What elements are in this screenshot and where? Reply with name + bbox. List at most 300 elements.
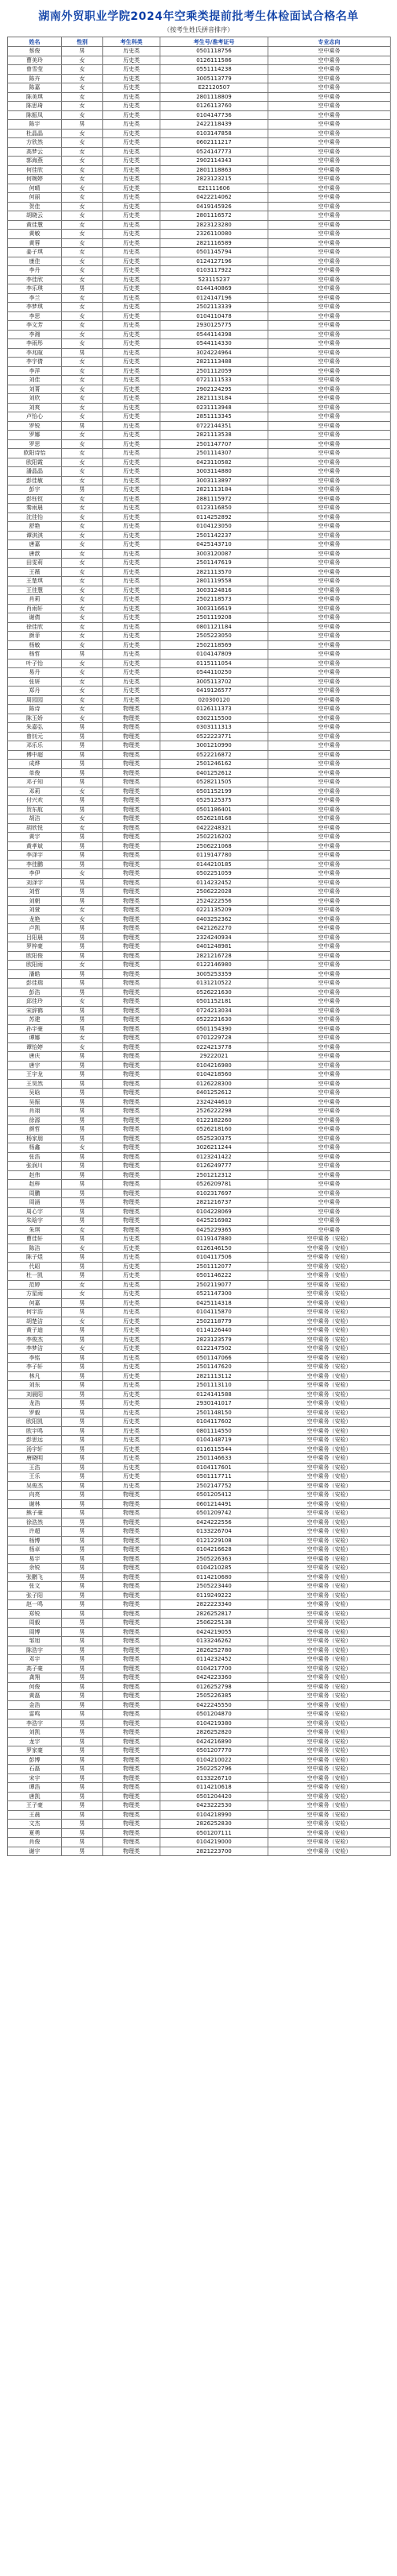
table-row <box>8 102 391 111</box>
cell-gender: 男 <box>62 796 103 806</box>
cell-exam-number: 2501147619 <box>160 559 268 568</box>
table-row <box>8 915 391 924</box>
cell-exam-number: 0123241422 <box>160 1152 268 1162</box>
cell-subject: 物理类 <box>103 1180 160 1189</box>
cell-gender: 女 <box>62 531 103 540</box>
cell-exam-number: 2826252780 <box>160 1646 268 1655</box>
table-row <box>8 1591 391 1600</box>
cell-major: 空中乘务（安检） <box>268 1426 391 1436</box>
cell-major: 空中乘务（安检） <box>268 1728 391 1738</box>
table-row <box>8 760 391 769</box>
cell-subject: 历史类 <box>103 47 160 56</box>
cell-exam-number: 0526221630 <box>160 988 268 997</box>
cell-gender: 女 <box>62 1344 103 1354</box>
cell-subject: 历史类 <box>103 110 160 120</box>
cell-major: 空中乘务（安检） <box>268 1545 391 1555</box>
cell-subject: 物理类 <box>103 851 160 861</box>
cell-name: 何婉婷 <box>8 175 62 184</box>
cell-major: 空中乘务（安检） <box>268 1692 391 1701</box>
cell-gender: 女 <box>62 504 103 513</box>
cell-exam-number: 0501118756 <box>160 47 268 56</box>
cell-name: 李梦洁 <box>8 1344 62 1354</box>
cell-gender: 男 <box>62 851 103 861</box>
cell-subject: 历史类 <box>103 238 160 248</box>
cell-exam-number: 2501148150 <box>160 1408 268 1418</box>
cell-major: 空中乘务 <box>268 275 391 284</box>
cell-name: 唐晓明 <box>8 1454 62 1464</box>
cell-major: 空中乘务（安检） <box>268 1472 391 1482</box>
table-row <box>8 257 391 266</box>
cell-subject: 物理类 <box>103 723 160 733</box>
cell-exam-number: 2821113112 <box>160 1371 268 1381</box>
table-row <box>8 622 391 632</box>
table-row <box>8 1755 391 1765</box>
cell-major: 空中乘务（安检） <box>268 1344 391 1354</box>
cell-subject: 历史类 <box>103 567 160 577</box>
cell-subject: 物理类 <box>103 896 160 906</box>
table-row <box>8 47 391 56</box>
table-row <box>8 924 391 934</box>
table-row <box>8 1280 391 1290</box>
cell-subject: 物理类 <box>103 1682 160 1692</box>
cell-major: 空中乘务（安检） <box>268 1436 391 1445</box>
cell-major: 空中乘务（安检） <box>268 1262 391 1271</box>
table-body <box>8 47 391 1856</box>
cell-gender: 男 <box>62 1015 103 1025</box>
cell-exam-number: 0114210680 <box>160 1572 268 1582</box>
cell-subject: 历史类 <box>103 595 160 605</box>
cell-subject: 历史类 <box>103 458 160 467</box>
cell-exam-number: 2501112059 <box>160 366 268 376</box>
cell-name: 陈诗 <box>8 705 62 714</box>
cell-gender: 女 <box>62 1225 103 1235</box>
cell-major: 空中乘务 <box>268 1225 391 1235</box>
table-row <box>8 1765 391 1774</box>
cell-gender: 女 <box>62 997 103 1007</box>
cell-subject: 历史类 <box>103 1390 160 1399</box>
cell-major: 空中乘务 <box>268 403 391 412</box>
cell-subject: 物理类 <box>103 1810 160 1820</box>
cell-major: 空中乘务 <box>268 157 391 166</box>
cell-major: 空中乘务 <box>268 961 391 970</box>
cell-subject: 历史类 <box>103 1371 160 1381</box>
cell-subject: 物理类 <box>103 979 160 988</box>
cell-name: 李子轩 <box>8 1363 62 1372</box>
cell-name: 刘哲 <box>8 888 62 897</box>
cell-major: 空中乘务（安检） <box>268 1244 391 1253</box>
cell-subject: 历史类 <box>103 695 160 705</box>
cell-gender: 女 <box>62 632 103 641</box>
cell-exam-number: 0104210022 <box>160 1755 268 1765</box>
cell-exam-number: 2505223050 <box>160 632 268 641</box>
cell-gender: 女 <box>62 92 103 102</box>
table-row <box>8 559 391 568</box>
cell-subject: 物理类 <box>103 1079 160 1089</box>
cell-subject: 历史类 <box>103 1481 160 1491</box>
cell-major: 空中乘务（安检） <box>268 1499 391 1509</box>
cell-major: 空中乘务 <box>268 695 391 705</box>
cell-exam-number: 0421262270 <box>160 924 268 934</box>
cell-gender: 男 <box>62 1838 103 1847</box>
cell-name: 郭海燕 <box>8 157 62 166</box>
cell-name: 赵梓 <box>8 1180 62 1189</box>
cell-major: 空中乘务（安检） <box>268 1564 391 1573</box>
cell-gender: 女 <box>62 74 103 83</box>
cell-gender: 女 <box>62 1290 103 1299</box>
cell-exam-number: 0133226704 <box>160 1527 268 1537</box>
cell-subject: 物理类 <box>103 1015 160 1025</box>
cell-name: 邓莉 <box>8 787 62 796</box>
cell-subject: 物理类 <box>103 760 160 769</box>
table-row <box>8 1828 391 1838</box>
table-row <box>8 157 391 166</box>
cell-name: 李乐琪 <box>8 284 62 294</box>
cell-subject: 历史类 <box>103 1418 160 1427</box>
cell-exam-number: 0104228069 <box>160 1207 268 1216</box>
cell-gender: 男 <box>62 1609 103 1619</box>
cell-major: 空中乘务 <box>268 732 391 741</box>
table-row <box>8 1408 391 1418</box>
table-row <box>8 403 391 412</box>
cell-name: 王楚琪 <box>8 577 62 586</box>
cell-major: 空中乘务 <box>268 110 391 120</box>
cell-name: 易丹 <box>8 668 62 678</box>
cell-exam-number: 0425114318 <box>160 1298 268 1308</box>
cell-subject: 历史类 <box>103 613 160 623</box>
cell-major: 空中乘务 <box>268 193 391 203</box>
cell-major: 空中乘务 <box>268 549 391 559</box>
cell-name: 黄蓉 <box>8 238 62 248</box>
table-row <box>8 805 391 814</box>
cell-exam-number: 0526218168 <box>160 814 268 824</box>
cell-major: 空中乘务 <box>268 933 391 942</box>
cell-subject: 历史类 <box>103 668 160 678</box>
cell-subject: 物理类 <box>103 933 160 942</box>
cell-exam-number: 0126146150 <box>160 1244 268 1253</box>
cell-subject: 历史类 <box>103 494 160 504</box>
cell-name: 陈卉 <box>8 74 62 83</box>
cell-name: 林凡 <box>8 1371 62 1381</box>
cell-major: 空中乘务（安检） <box>268 1390 391 1399</box>
table-row <box>8 431 391 440</box>
table-row <box>8 238 391 248</box>
cell-subject: 历史类 <box>103 1290 160 1299</box>
cell-gender: 男 <box>62 841 103 851</box>
table-row <box>8 632 391 641</box>
cell-major: 空中乘务 <box>268 293 391 303</box>
cell-major: 空中乘务 <box>268 1116 391 1125</box>
cell-gender: 女 <box>62 293 103 303</box>
cell-name: 张子阳 <box>8 1591 62 1600</box>
cell-gender: 男 <box>62 1134 103 1143</box>
cell-gender: 男 <box>62 120 103 130</box>
cell-name: 邓子知 <box>8 778 62 787</box>
cell-subject: 物理类 <box>103 805 160 814</box>
table-row <box>8 1472 391 1482</box>
table-row <box>8 275 391 284</box>
cell-gender: 男 <box>62 1371 103 1381</box>
cell-name: 方欣然 <box>8 138 62 148</box>
cell-major: 空中乘务 <box>268 1162 391 1171</box>
cell-major: 空中乘务（安检） <box>268 1673 391 1683</box>
cell-exam-number: 0502251059 <box>160 869 268 879</box>
table-row <box>8 833 391 842</box>
table-row <box>8 677 391 687</box>
cell-gender: 男 <box>62 1418 103 1427</box>
cell-subject: 物理类 <box>103 1024 160 1034</box>
cell-subject: 历史类 <box>103 1399 160 1409</box>
table-row <box>8 714 391 723</box>
cell-name: 付兴欢 <box>8 796 62 806</box>
table-row <box>8 1454 391 1464</box>
cell-name: 贺佳 <box>8 202 62 211</box>
cell-name: 彭博 <box>8 1755 62 1765</box>
cell-subject: 物理类 <box>103 1052 160 1062</box>
table-row <box>8 1572 391 1582</box>
cell-subject: 历史类 <box>103 622 160 632</box>
cell-gender: 女 <box>62 157 103 166</box>
cell-exam-number: 2902124295 <box>160 385 268 394</box>
cell-subject: 物理类 <box>103 1545 160 1555</box>
cell-major: 空中乘务 <box>268 1061 391 1070</box>
cell-subject: 历史类 <box>103 1472 160 1482</box>
cell-major: 空中乘务 <box>268 595 391 605</box>
cell-gender: 男 <box>62 1783 103 1793</box>
cell-gender: 女 <box>62 604 103 613</box>
cell-major: 空中乘务 <box>268 431 391 440</box>
cell-exam-number: 0144210185 <box>160 860 268 869</box>
cell-gender: 女 <box>62 705 103 714</box>
cell-gender: 女 <box>62 559 103 568</box>
cell-name: 陈振凤 <box>8 110 62 120</box>
cell-subject: 物理类 <box>103 888 160 897</box>
cell-exam-number: 0104218990 <box>160 1810 268 1820</box>
cell-exam-number: 0551114238 <box>160 65 268 75</box>
table-row <box>8 485 391 495</box>
cell-major: 空中乘务 <box>268 768 391 778</box>
cell-major: 空中乘务 <box>268 559 391 568</box>
cell-name: 宋宇 <box>8 1773 62 1783</box>
cell-exam-number: 2524222556 <box>160 896 268 906</box>
cell-exam-number: 2324240934 <box>160 933 268 942</box>
cell-subject: 历史类 <box>103 202 160 211</box>
cell-subject: 历史类 <box>103 1363 160 1372</box>
cell-gender: 男 <box>62 1828 103 1838</box>
cell-exam-number: 0522216872 <box>160 750 268 760</box>
cell-gender: 男 <box>62 1097 103 1107</box>
table-row <box>8 979 391 988</box>
cell-gender: 女 <box>62 110 103 120</box>
cell-gender: 男 <box>62 1052 103 1062</box>
cell-subject: 物理类 <box>103 1564 160 1573</box>
cell-name: 欧宇鸣 <box>8 1426 62 1436</box>
cell-major: 空中乘务 <box>268 102 391 111</box>
cell-major: 空中乘务 <box>268 376 391 385</box>
cell-major: 空中乘务 <box>268 796 391 806</box>
cell-major: 空中乘务 <box>268 924 391 934</box>
cell-exam-number: 2502118569 <box>160 640 268 650</box>
table-row <box>8 120 391 130</box>
cell-subject: 历史类 <box>103 1253 160 1263</box>
table-row <box>8 1363 391 1372</box>
cell-name: 陈玉娇 <box>8 714 62 723</box>
cell-exam-number: 0501204870 <box>160 1710 268 1719</box>
cell-gender: 男 <box>62 1810 103 1820</box>
cell-name: 杨卓 <box>8 1545 62 1555</box>
cell-gender: 男 <box>62 1554 103 1564</box>
cell-subject: 历史类 <box>103 1454 160 1464</box>
cell-exam-number: 0403252362 <box>160 915 268 924</box>
cell-exam-number: 0144140869 <box>160 284 268 294</box>
cell-subject: 物理类 <box>103 796 160 806</box>
cell-major: 空中乘务 <box>268 248 391 257</box>
cell-name: 文杰 <box>8 1820 62 1829</box>
cell-subject: 物理类 <box>103 1627 160 1637</box>
cell-exam-number: 0528211505 <box>160 778 268 787</box>
cell-subject: 物理类 <box>103 1719 160 1728</box>
cell-subject: 物理类 <box>103 1107 160 1116</box>
cell-gender: 男 <box>62 1463 103 1472</box>
cell-subject: 物理类 <box>103 1572 160 1582</box>
cell-gender: 女 <box>62 394 103 404</box>
cell-exam-number: 0302115500 <box>160 714 268 723</box>
table-row <box>8 321 391 331</box>
cell-major: 空中乘务 <box>268 147 391 157</box>
table-row <box>8 376 391 385</box>
cell-subject: 物理类 <box>103 1089 160 1098</box>
cell-major: 空中乘务 <box>268 677 391 687</box>
cell-major: 空中乘务（安检） <box>268 1445 391 1454</box>
cell-exam-number: 3003120087 <box>160 549 268 559</box>
cell-gender: 男 <box>62 1765 103 1774</box>
cell-gender: 女 <box>62 175 103 184</box>
cell-subject: 物理类 <box>103 1646 160 1655</box>
cell-major: 空中乘务（安检） <box>268 1655 391 1665</box>
table-row <box>8 1116 391 1125</box>
cell-exam-number: 2826252817 <box>160 1609 268 1619</box>
cell-name: 张妍 <box>8 677 62 687</box>
cell-name: 王昊然 <box>8 1079 62 1089</box>
cell-major: 空中乘务 <box>268 1152 391 1162</box>
cell-exam-number: 0425143710 <box>160 540 268 550</box>
cell-major: 空中乘务 <box>268 778 391 787</box>
cell-subject: 物理类 <box>103 841 160 851</box>
cell-subject: 历史类 <box>103 412 160 422</box>
cell-exam-number: E21111606 <box>160 184 268 193</box>
cell-gender: 男 <box>62 1089 103 1098</box>
cell-gender: 男 <box>62 933 103 942</box>
cell-subject: 历史类 <box>103 1408 160 1418</box>
cell-name: 唐歆 <box>8 549 62 559</box>
cell-subject: 物理类 <box>103 1783 160 1793</box>
table-row <box>8 604 391 613</box>
table-row <box>8 1664 391 1673</box>
cell-name: 欧阳雨 <box>8 961 62 970</box>
cell-major: 空中乘务 <box>268 869 391 879</box>
cell-gender: 女 <box>62 266 103 276</box>
cell-exam-number: 0133226710 <box>160 1773 268 1783</box>
cell-name: 杨敏 <box>8 640 62 650</box>
cell-gender: 男 <box>62 1564 103 1573</box>
cell-subject: 物理类 <box>103 1536 160 1545</box>
cell-subject: 物理类 <box>103 732 160 741</box>
cell-name: 曹佳轩 <box>8 1235 62 1244</box>
table-row <box>8 1371 391 1381</box>
cell-name: 赵伟 <box>8 1170 62 1180</box>
cell-subject: 物理类 <box>103 1728 160 1738</box>
table-row <box>8 1545 391 1555</box>
cell-name: 何佳欣 <box>8 165 62 175</box>
cell-exam-number: 0114232452 <box>160 1655 268 1665</box>
table-row <box>8 366 391 376</box>
cell-subject: 历史类 <box>103 65 160 75</box>
cell-major: 空中乘务（安检） <box>268 1554 391 1564</box>
table-row <box>8 110 391 120</box>
cell-major: 空中乘务（安检） <box>268 1609 391 1619</box>
table-row <box>8 1262 391 1271</box>
cell-gender: 男 <box>62 348 103 358</box>
cell-name: 周涵 <box>8 1198 62 1208</box>
cell-subject: 历史类 <box>103 1262 160 1271</box>
cell-gender: 男 <box>62 421 103 431</box>
table-row <box>8 175 391 184</box>
cell-exam-number: 2324244610 <box>160 1097 268 1107</box>
cell-gender: 男 <box>62 1545 103 1555</box>
cell-name: 周心宇 <box>8 1207 62 1216</box>
table-row <box>8 1170 391 1180</box>
cell-gender: 男 <box>62 1454 103 1464</box>
cell-exam-number: 0501152181 <box>160 997 268 1007</box>
cell-name: 彭钰钗 <box>8 494 62 504</box>
cell-name: 成烨 <box>8 760 62 769</box>
table-row <box>8 1536 391 1545</box>
cell-exam-number: 0122146980 <box>160 961 268 970</box>
table-row <box>8 695 391 705</box>
cell-exam-number: 0104216628 <box>160 1545 268 1555</box>
cell-name: 石磊 <box>8 1765 62 1774</box>
table-row <box>8 74 391 83</box>
table-row <box>8 1308 391 1317</box>
cell-subject: 历史类 <box>103 321 160 331</box>
cell-name: 高子豪 <box>8 1664 62 1673</box>
cell-exam-number: 2801118863 <box>160 165 268 175</box>
cell-exam-number: 0501147066 <box>160 1353 268 1363</box>
cell-subject: 历史类 <box>103 1308 160 1317</box>
table-row <box>8 1600 391 1610</box>
cell-gender: 男 <box>62 1472 103 1482</box>
cell-major: 空中乘务 <box>268 888 391 897</box>
page-subtitle: （按考生姓氏拼音排序） <box>164 26 233 33</box>
table-row <box>8 778 391 787</box>
cell-exam-number: 2502119077 <box>160 1280 268 1290</box>
cell-major: 空中乘务 <box>268 823 391 833</box>
table-row <box>8 906 391 915</box>
cell-name: 吴振 <box>8 1097 62 1107</box>
cell-gender: 女 <box>62 659 103 668</box>
cell-name: 周博 <box>8 1627 62 1637</box>
cell-major: 空中乘务 <box>268 284 391 294</box>
cell-major: 空中乘务 <box>268 833 391 842</box>
cell-exam-number: 2501146633 <box>160 1454 268 1464</box>
cell-exam-number: 2801118809 <box>160 92 268 102</box>
cell-major: 空中乘务（安检） <box>268 1792 391 1801</box>
cell-gender: 男 <box>62 1445 103 1454</box>
cell-subject: 历史类 <box>103 230 160 239</box>
cell-name: 杨哲 <box>8 650 62 659</box>
cell-name: 何丽 <box>8 193 62 203</box>
table-row <box>8 266 391 276</box>
cell-gender: 女 <box>62 1042 103 1052</box>
